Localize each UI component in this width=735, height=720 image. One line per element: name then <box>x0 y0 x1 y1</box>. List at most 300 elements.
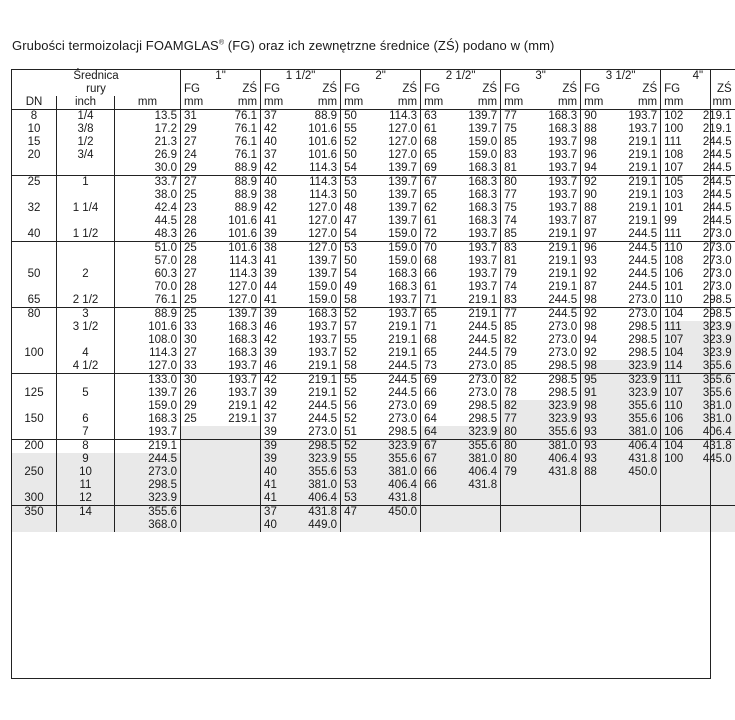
cell-zs: 219.1 <box>548 268 578 280</box>
cell-zs: 88.9 <box>234 162 258 174</box>
cell-fg: 93 <box>581 440 618 454</box>
cell-zs: 88.9 <box>234 202 258 214</box>
cell-zs: 139.7 <box>308 268 338 280</box>
cell-dn: 32 <box>12 202 57 215</box>
header-group-7: 4" <box>661 70 735 84</box>
cell-fg: 92 <box>581 268 618 281</box>
cell-dn: 40 <box>12 228 57 242</box>
cell-zs: 323.9 <box>618 387 661 400</box>
cell-zs: 355.6 <box>538 426 581 440</box>
cell-fg <box>421 519 458 532</box>
cell-fg <box>181 479 218 492</box>
cell-zs: 219.1 <box>628 136 658 148</box>
cell-zs: 273.0 <box>468 360 498 372</box>
cell-zs: 139.7 <box>218 308 261 322</box>
header-dn: DN <box>12 96 57 110</box>
cell-fg: 108 <box>661 255 698 268</box>
cell-fg: 41 <box>261 255 298 268</box>
cell-zs: 219.1 <box>308 360 338 372</box>
cell-fg: 31 <box>181 110 218 124</box>
cell-zs: 244.5 <box>628 268 658 280</box>
cell-zs <box>458 506 501 520</box>
cell-zs: 101.6 <box>228 228 258 240</box>
cell-dn <box>12 360 57 374</box>
cell-dn <box>12 281 57 294</box>
cell-fg <box>181 519 218 532</box>
cell-zs: 127.0 <box>308 215 338 227</box>
cell-fg: 93 <box>581 255 618 268</box>
cell-zs: 139.7 <box>388 215 418 227</box>
cell-zs: 450.0 <box>378 506 421 520</box>
cell-zs: 193.7 <box>308 347 338 359</box>
cell-zs: 244.5 <box>628 255 658 267</box>
header-zs: ZŚ <box>482 83 498 95</box>
cell-fg: 66 <box>421 466 458 479</box>
cell-zs: 355.6 <box>378 453 421 466</box>
header-zs: ZŚ <box>642 83 658 95</box>
cell-fg: 100 <box>661 453 698 466</box>
cell-zs <box>538 492 581 506</box>
cell-fg: 38 <box>261 189 298 202</box>
cell-fg: 27 <box>181 347 218 360</box>
title-rest: (FG) oraz ich zewnętrzne średnice (ZŚ) podano w (mm) <box>224 38 555 53</box>
cell-fg: 61 <box>421 281 458 294</box>
cell-zs: 159.0 <box>388 228 418 240</box>
cell-fg <box>501 479 538 492</box>
cell-zs: 244.5 <box>468 347 498 359</box>
cell-fg <box>181 426 218 440</box>
cell-fg: 68 <box>421 334 458 347</box>
cell-inch: 3/4 <box>57 149 115 162</box>
cell-zs: 219.1 <box>702 110 732 122</box>
header-group-5: 3" <box>501 70 581 84</box>
cell-zs: 219.1 <box>388 334 418 346</box>
cell-fg: 53 <box>341 479 378 492</box>
cell-zs: 127.0 <box>228 294 258 306</box>
cell-fg: 103 <box>661 189 698 202</box>
cell-zs: 273.0 <box>702 268 732 280</box>
cell-fg: 39 <box>261 347 298 360</box>
cell-zs: 323.9 <box>698 321 735 334</box>
cell-dn: 65 <box>12 294 57 308</box>
cell-fg: 38 <box>261 242 298 256</box>
cell-fg: 111 <box>661 228 698 242</box>
cell-fg: 110 <box>661 400 698 413</box>
cell-fg: 51 <box>341 426 378 440</box>
cell-zs <box>218 479 261 492</box>
cell-fg: 29 <box>181 162 218 176</box>
cell-mm: 244.5 <box>115 453 181 466</box>
cell-fg: 42 <box>261 162 298 176</box>
cell-fg: 67 <box>421 453 458 466</box>
cell-fg: 44 <box>261 281 298 294</box>
cell-dn: 150 <box>12 413 57 426</box>
cell-zs: 355.6 <box>618 413 661 426</box>
cell-zs: 406.4 <box>378 479 421 492</box>
cell-fg: 110 <box>661 294 698 308</box>
table-row <box>12 149 735 162</box>
cell-inch: 9 <box>57 453 115 466</box>
cell-fg: 77 <box>501 110 538 124</box>
cell-zs: 76.1 <box>234 136 258 148</box>
cell-fg: 24 <box>181 149 218 162</box>
cell-mm: 168.3 <box>115 413 181 426</box>
header-fg: FG <box>341 83 378 96</box>
cell-inch: 1 1/4 <box>57 202 115 215</box>
table-row <box>12 294 735 308</box>
cell-zs <box>698 466 735 479</box>
cell-fg: 94 <box>581 334 618 347</box>
cell-zs: 355.6 <box>618 400 661 413</box>
cell-zs: 88.9 <box>314 110 338 122</box>
cell-zs <box>698 479 735 492</box>
cell-fg: 72 <box>421 228 458 242</box>
cell-fg: 46 <box>261 321 298 334</box>
cell-zs: 127.0 <box>388 149 418 161</box>
cell-zs: 244.5 <box>468 334 498 346</box>
cell-fg: 48 <box>341 202 378 215</box>
cell-fg: 67 <box>421 440 458 454</box>
cell-zs: 139.7 <box>378 176 421 190</box>
cell-zs: 193.7 <box>378 308 421 322</box>
cell-mm: 323.9 <box>115 492 181 506</box>
table-row <box>12 400 735 413</box>
cell-zs: 114.3 <box>309 189 338 201</box>
cell-zs: 445.0 <box>698 453 735 466</box>
cell-zs: 193.7 <box>468 281 498 293</box>
cell-zs: 406.4 <box>618 440 661 454</box>
cell-zs: 298.5 <box>548 360 578 372</box>
cell-zs: 323.9 <box>698 347 735 360</box>
cell-zs: 244.5 <box>702 162 732 174</box>
cell-zs: 273.0 <box>548 334 578 346</box>
cell-zs: 139.7 <box>468 110 498 122</box>
cell-dn: 300 <box>12 492 57 506</box>
header-fg-unit: mm <box>341 96 378 110</box>
header-fg-unit: mm <box>661 96 698 110</box>
header-fg: FG <box>181 83 218 96</box>
cell-fg: 25 <box>181 242 218 256</box>
cell-fg: 82 <box>501 374 538 388</box>
cell-zs: 219.1 <box>548 281 578 293</box>
cell-dn <box>12 255 57 268</box>
cell-fg: 66 <box>421 479 458 492</box>
cell-zs: 159.0 <box>308 294 338 306</box>
cell-fg: 29 <box>181 400 218 413</box>
cell-fg: 74 <box>501 215 538 228</box>
header-group-6: 3 1/2" <box>581 70 661 84</box>
cell-fg: 75 <box>501 123 538 136</box>
cell-zs: 355.6 <box>698 360 735 374</box>
cell-fg: 52 <box>341 440 378 454</box>
cell-mm: 219.1 <box>115 440 181 454</box>
cell-zs: 381.0 <box>298 479 341 492</box>
cell-zs <box>378 519 421 532</box>
cell-fg: 80 <box>501 453 538 466</box>
cell-inch: 3 <box>57 308 115 322</box>
cell-zs: 298.5 <box>628 347 658 359</box>
table-row <box>12 215 735 228</box>
cell-fg: 83 <box>501 149 538 162</box>
cell-fg: 53 <box>341 492 378 506</box>
cell-fg: 52 <box>341 136 378 149</box>
cell-fg: 97 <box>581 228 618 242</box>
cell-fg: 68 <box>421 136 458 149</box>
table-row <box>12 479 735 492</box>
cell-zs: 127.0 <box>298 242 341 256</box>
cell-zs: 193.7 <box>458 242 501 256</box>
cell-zs: 431.8 <box>538 466 581 479</box>
cell-mm: 159.0 <box>115 400 181 413</box>
cell-zs: 193.7 <box>388 294 418 306</box>
cell-fg: 74 <box>501 281 538 294</box>
cell-fg: 104 <box>661 308 698 322</box>
cell-dn: 50 <box>12 268 57 281</box>
table-row <box>12 387 735 400</box>
cell-fg: 73 <box>421 360 458 374</box>
cell-dn: 80 <box>12 308 57 322</box>
cell-zs: 219.1 <box>618 176 661 190</box>
cell-inch: 14 <box>57 506 115 520</box>
cell-fg: 52 <box>341 413 378 426</box>
header-inch: inch <box>57 96 115 110</box>
cell-zs: 219.1 <box>628 189 658 201</box>
cell-mm: 26.9 <box>115 149 181 162</box>
cell-fg: 107 <box>661 162 698 176</box>
cell-fg <box>661 479 698 492</box>
cell-fg: 41 <box>261 294 298 308</box>
table-row <box>12 268 735 281</box>
cell-inch <box>57 162 115 176</box>
cell-fg: 49 <box>341 281 378 294</box>
cell-fg: 80 <box>501 440 538 454</box>
cell-fg: 98 <box>581 400 618 413</box>
cell-fg: 42 <box>261 400 298 413</box>
cell-zs: 159.0 <box>388 255 418 267</box>
cell-fg: 30 <box>181 374 218 388</box>
cell-inch: 3/8 <box>57 123 115 136</box>
cell-fg <box>501 492 538 506</box>
table-row <box>12 347 735 360</box>
cell-fg: 95 <box>581 374 618 388</box>
cell-dn <box>12 321 57 334</box>
cell-zs: 298.5 <box>628 321 658 333</box>
cell-fg: 41 <box>261 492 298 506</box>
cell-zs: 168.3 <box>228 347 258 359</box>
cell-inch <box>57 519 115 532</box>
cell-zs <box>218 426 261 440</box>
cell-zs: 244.5 <box>308 413 338 425</box>
cell-mm: 273.0 <box>115 466 181 479</box>
table-row <box>12 162 735 176</box>
cell-zs: 323.9 <box>538 400 581 413</box>
cell-zs: 159.0 <box>378 242 421 256</box>
cell-zs: 273.0 <box>702 281 732 293</box>
header-group-2: 1 1/2" <box>261 70 341 84</box>
cell-zs: 323.9 <box>298 453 341 466</box>
cell-fg: 107 <box>661 334 698 347</box>
cell-fg: 54 <box>341 268 378 281</box>
cell-fg: 79 <box>501 268 538 281</box>
cell-zs: 219.1 <box>388 347 418 359</box>
cell-fg: 87 <box>581 215 618 228</box>
cell-zs: 298.5 <box>468 413 498 425</box>
header-group-1: 1" <box>181 70 261 84</box>
cell-fg: 61 <box>421 123 458 136</box>
cell-mm: 355.6 <box>115 506 181 520</box>
cell-zs: 168.3 <box>388 281 418 293</box>
cell-fg: 106 <box>661 413 698 426</box>
cell-dn <box>12 189 57 202</box>
cell-zs: 101.6 <box>308 123 338 135</box>
cell-fg: 101 <box>661 281 698 294</box>
cell-zs: 244.5 <box>628 228 658 240</box>
cell-fg: 55 <box>341 374 378 388</box>
cell-zs: 219.1 <box>702 123 732 135</box>
cell-fg <box>421 492 458 506</box>
cell-fg: 96 <box>581 242 618 256</box>
cell-zs: 168.3 <box>228 321 258 333</box>
cell-zs: 273.0 <box>388 413 418 425</box>
cell-fg: 23 <box>181 202 218 215</box>
cell-zs: 168.3 <box>228 334 258 346</box>
cell-fg: 81 <box>501 162 538 176</box>
cell-fg: 88 <box>581 202 618 215</box>
cell-zs: 219.1 <box>628 149 658 161</box>
cell-fg: 27 <box>181 136 218 149</box>
table-row <box>12 453 735 466</box>
cell-zs: 219.1 <box>548 228 578 240</box>
cell-fg: 39 <box>261 453 298 466</box>
cell-zs: 355.6 <box>458 440 501 454</box>
cell-zs: 431.8 <box>298 506 341 520</box>
cell-zs: 193.7 <box>548 202 578 214</box>
cell-inch: 1 1/2 <box>57 228 115 242</box>
cell-fg: 96 <box>581 149 618 162</box>
cell-fg <box>181 506 218 520</box>
cell-fg: 54 <box>341 228 378 242</box>
table-row <box>12 176 735 190</box>
cell-zs: 355.6 <box>698 387 735 400</box>
cell-mm: 42.4 <box>115 202 181 215</box>
cell-fg: 85 <box>501 228 538 242</box>
cell-fg <box>501 506 538 520</box>
header-fg: FG <box>421 83 458 96</box>
cell-fg: 39 <box>261 308 298 322</box>
cell-fg <box>661 492 698 506</box>
cell-zs: 219.1 <box>298 374 341 388</box>
cell-mm: 13.5 <box>115 110 181 124</box>
cell-zs: 127.0 <box>388 123 418 135</box>
cell-zs: 298.5 <box>702 294 732 306</box>
cell-mm: 76.1 <box>115 294 181 308</box>
header-fg-unit: mm <box>261 96 298 110</box>
cell-zs: 168.3 <box>548 123 578 135</box>
cell-fg: 69 <box>421 400 458 413</box>
cell-dn <box>12 479 57 492</box>
header-zs-unit: mm <box>218 96 261 110</box>
cell-zs: 219.1 <box>628 215 658 227</box>
table-row <box>12 321 735 334</box>
cell-zs: 193.7 <box>468 255 498 267</box>
cell-fg: 55 <box>341 334 378 347</box>
header-rury: rury <box>12 83 181 96</box>
cell-zs: 193.7 <box>218 374 261 388</box>
cell-zs: 193.7 <box>228 360 258 372</box>
cell-fg: 104 <box>661 440 698 454</box>
cell-zs: 193.7 <box>628 110 658 122</box>
cell-zs: 298.5 <box>538 374 581 388</box>
cell-fg: 42 <box>261 202 298 215</box>
cell-zs: 323.9 <box>618 360 661 374</box>
cell-inch <box>57 215 115 228</box>
table-row <box>12 228 735 242</box>
cell-zs: 244.5 <box>702 189 732 201</box>
cell-fg: 39 <box>261 268 298 281</box>
header-zs: ZŚ <box>402 83 418 95</box>
cell-dn: 25 <box>12 176 57 190</box>
cell-zs: 406.4 <box>458 466 501 479</box>
cell-fg <box>661 506 698 520</box>
header-fg-unit: mm <box>581 96 618 110</box>
cell-zs: 244.5 <box>388 360 418 372</box>
cell-fg: 37 <box>261 413 298 426</box>
cell-dn <box>12 334 57 347</box>
cell-zs: 76.1 <box>234 110 258 122</box>
cell-dn <box>12 242 57 256</box>
cell-fg: 25 <box>181 189 218 202</box>
cell-fg: 110 <box>661 242 698 256</box>
header-zs: ZŚ <box>322 83 338 95</box>
cell-fg: 98 <box>581 360 618 374</box>
cell-fg: 78 <box>501 387 538 400</box>
cell-dn: 350 <box>12 506 57 520</box>
cell-zs: 193.7 <box>548 149 578 161</box>
cell-inch: 7 <box>57 426 115 440</box>
cell-zs: 127.0 <box>308 202 338 214</box>
cell-fg: 41 <box>261 479 298 492</box>
cell-zs: 381.0 <box>458 453 501 466</box>
cell-fg <box>501 519 538 532</box>
cell-fg: 28 <box>181 281 218 294</box>
cell-dn <box>12 426 57 440</box>
cell-inch: 4 <box>57 347 115 360</box>
table-row <box>12 189 735 202</box>
cell-fg: 56 <box>341 400 378 413</box>
cell-zs: 193.7 <box>548 136 578 148</box>
cell-fg: 82 <box>501 400 538 413</box>
cell-fg: 39 <box>261 387 298 400</box>
cell-fg: 27 <box>181 176 218 190</box>
cell-fg: 47 <box>341 215 378 228</box>
cell-zs: 168.3 <box>468 202 498 214</box>
header-srednica: Średnica <box>12 70 181 84</box>
table-row <box>12 360 735 374</box>
cell-dn: 20 <box>12 149 57 162</box>
header-fg: FG <box>501 83 538 96</box>
cell-dn: 15 <box>12 136 57 149</box>
cell-zs: 101.6 <box>308 136 338 148</box>
cell-fg: 107 <box>661 387 698 400</box>
cell-zs: 244.5 <box>308 400 338 412</box>
cell-zs: 88.9 <box>234 189 258 201</box>
cell-fg: 92 <box>581 347 618 360</box>
cell-fg: 93 <box>581 426 618 440</box>
cell-zs: 193.7 <box>308 334 338 346</box>
cell-fg: 80 <box>501 176 538 190</box>
cell-zs <box>618 492 661 506</box>
cell-fg: 50 <box>341 110 378 124</box>
